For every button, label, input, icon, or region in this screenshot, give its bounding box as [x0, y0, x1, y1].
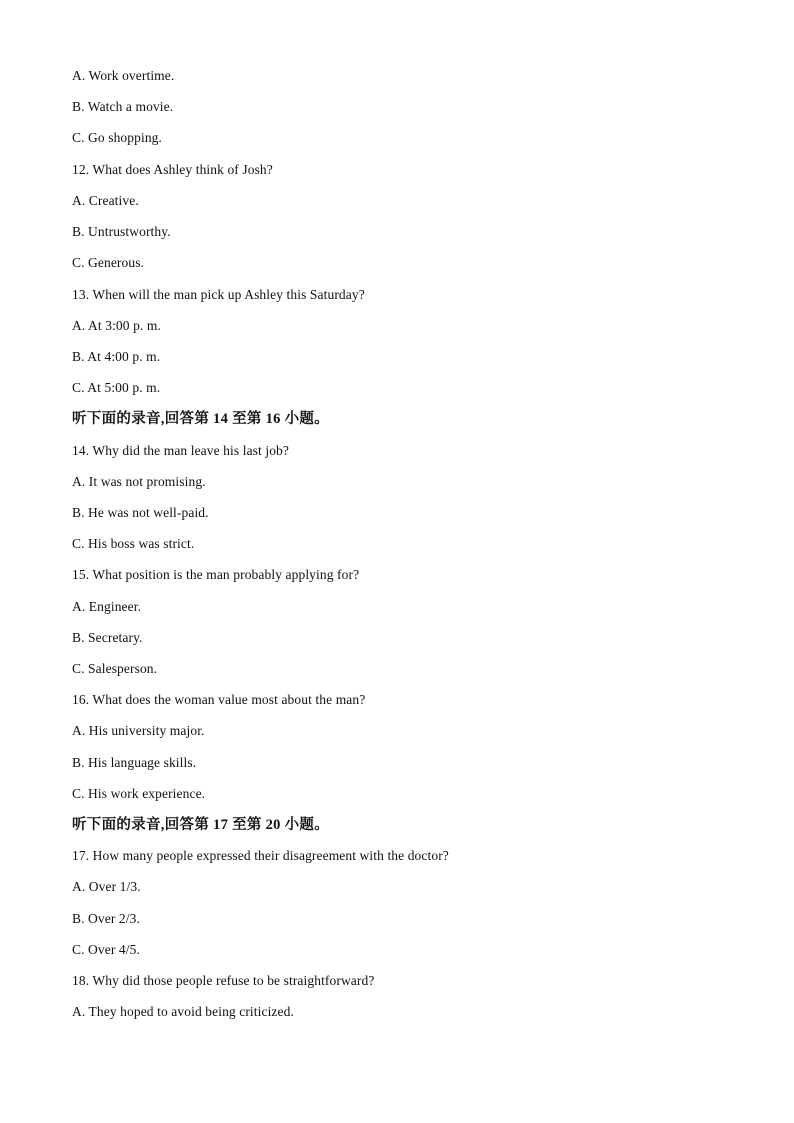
q11-option-c: C. Go shopping. [72, 130, 163, 145]
q12-option-a: A. Creative. [72, 193, 139, 208]
question-13: 13. When will the man pick up Ashley this Saturday? [72, 287, 365, 302]
q16-option-c: C. His work experience. [72, 786, 206, 801]
question-18: 18. Why did those people refuse to be straightforward? [72, 973, 375, 988]
q15-option-c: C. Salesperson. [72, 661, 158, 676]
q12-option-b: B. Untrustworthy. [72, 224, 171, 239]
q15-option-b: B. Secretary. [72, 630, 143, 645]
q14-option-c: C. His boss was strict. [72, 536, 195, 551]
question-17: 17. How many people expressed their disagreement with the doctor? [72, 848, 449, 863]
question-15: 15. What position is the man probably applying for? [72, 567, 360, 582]
q18-option-a: A. They hoped to avoid being criticized. [72, 1004, 294, 1019]
q15-option-a: A. Engineer. [72, 599, 142, 614]
q17-option-b: B. Over 2/3. [72, 911, 140, 926]
section-heading-14-16: 听下面的录音,回答第 14 至第 16 小题。 [72, 411, 330, 427]
q16-option-b: B. His language skills. [72, 755, 197, 770]
q11-option-b: B. Watch a movie. [72, 99, 174, 114]
q17-option-c: C. Over 4/5. [72, 942, 140, 957]
question-12: 12. What does Ashley think of Josh? [72, 162, 273, 177]
q14-option-b: B. He was not well-paid. [72, 505, 209, 520]
q17-option-a: A. Over 1/3. [72, 879, 141, 894]
question-14: 14. Why did the man leave his last job? [72, 443, 289, 458]
question-16: 16. What does the woman value most about the man? [72, 692, 366, 707]
q13-option-c: C. At 5:00 p. m. [72, 380, 161, 395]
section-heading-17-20: 听下面的录音,回答第 17 至第 20 小题。 [72, 817, 330, 833]
q12-option-c: C. Generous. [72, 255, 145, 270]
q16-option-a: A. His university major. [72, 723, 205, 738]
q14-option-a: A. It was not promising. [72, 474, 206, 489]
q13-option-a: A. At 3:00 p. m. [72, 318, 161, 333]
q13-option-b: B. At 4:00 p. m. [72, 349, 161, 364]
q11-option-a: A. Work overtime. [72, 68, 175, 83]
